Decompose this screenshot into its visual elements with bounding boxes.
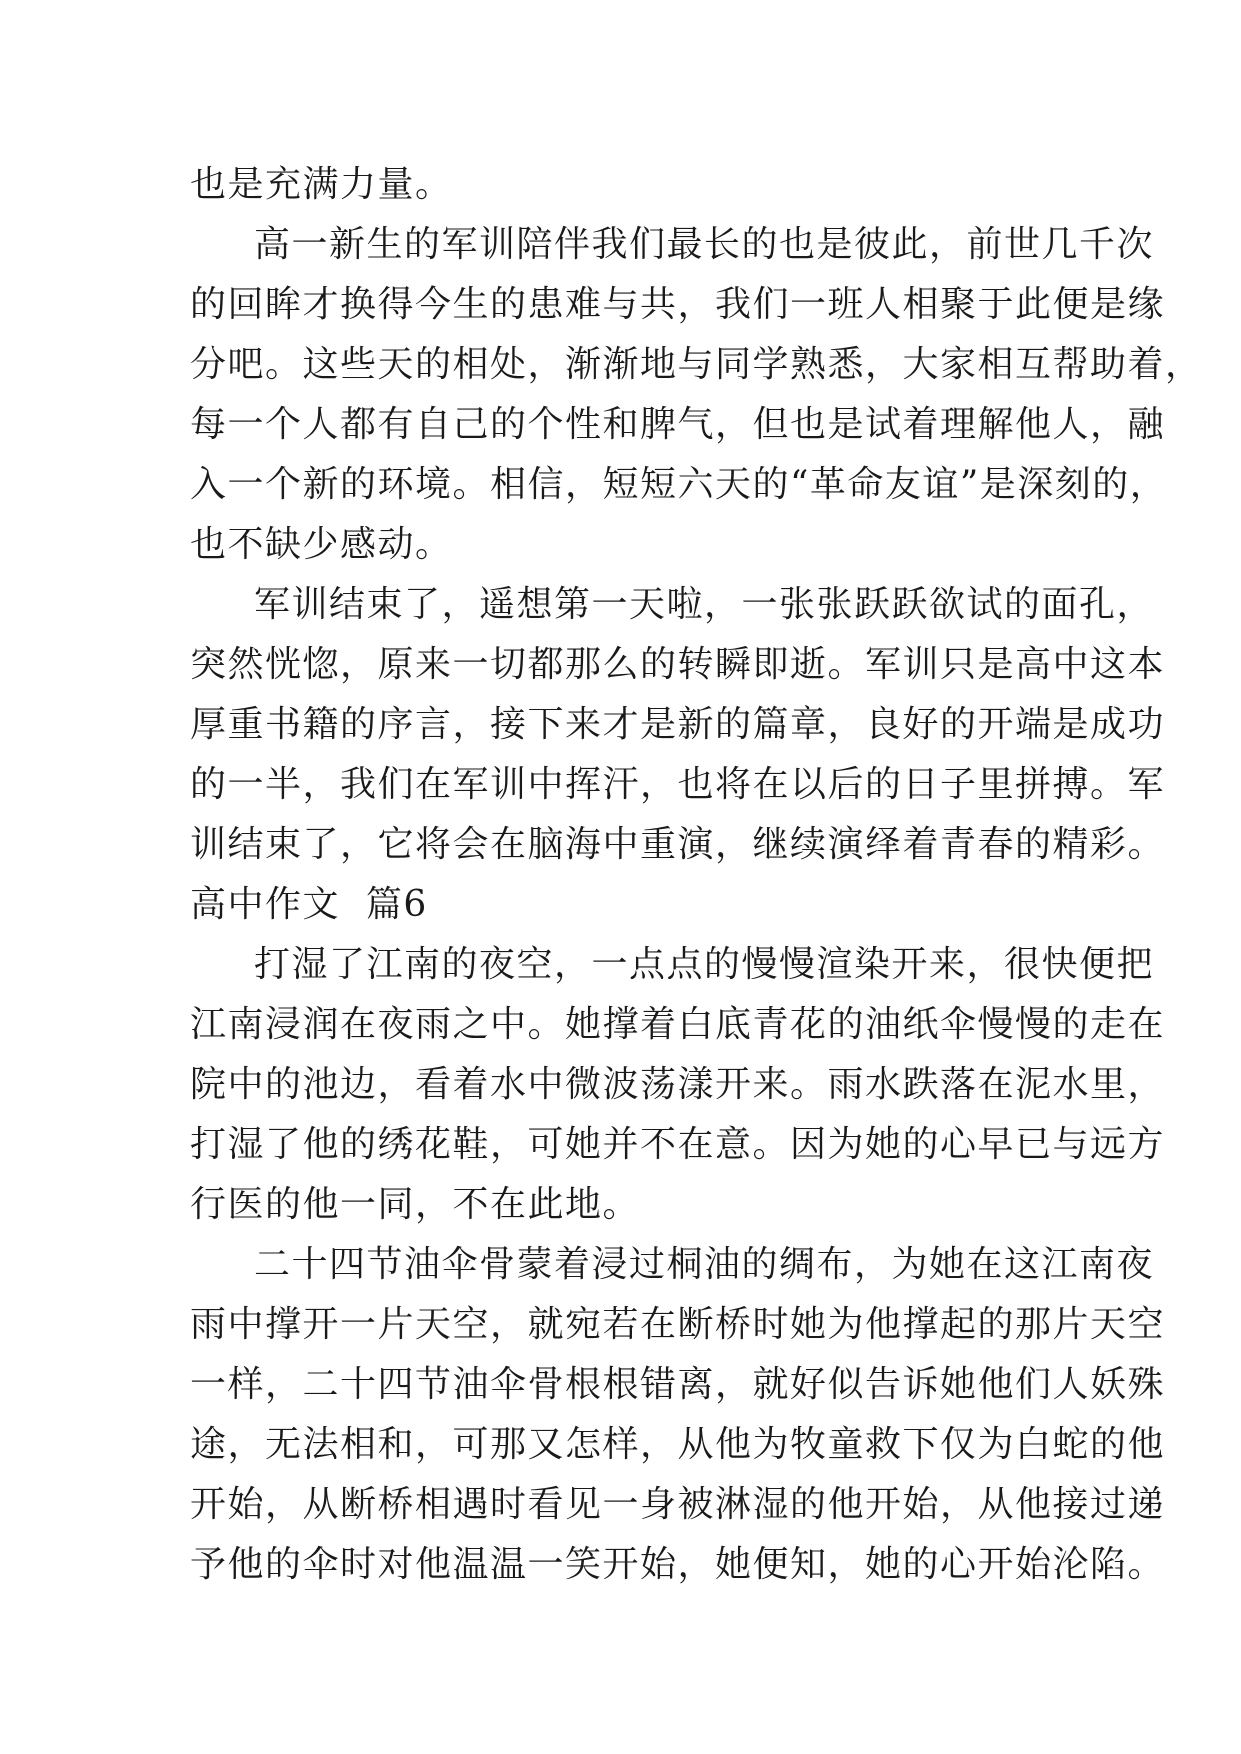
text-line: 分吧。这些天的相处，渐渐地与同学熟悉，大家相互帮助着， (190, 344, 1203, 385)
text-line: 江南浸润在夜雨之中。她撑着白底青花的油纸伞慢慢的走在 (190, 1004, 1166, 1045)
text-line: 途，无法相和，可那又怎样，从他为牧童救下仅为白蛇的他 (190, 1424, 1166, 1465)
text-line: 二十四节油伞骨蒙着浸过桐油的绸布，为她在这江南夜 (254, 1244, 1155, 1285)
text-line: 行医的他一同，不在此地。 (190, 1184, 641, 1225)
text-line: 也是充满力量。 (190, 164, 453, 205)
text-line: 雨中撑开一片天空，就宛若在断桥时她为他撑起的那片天空 (190, 1304, 1166, 1345)
text-line: 训结束了，它将会在脑海中重演，继续演绎着青春的精彩。 (190, 824, 1166, 865)
text-line: 开始，从断桥相遇时看见一身被淋湿的他开始，从他接过递 (190, 1484, 1166, 1525)
text-line: 打湿了他的绣花鞋，可她并不在意。因为她的心早已与远方 (190, 1124, 1166, 1165)
text-line: 的一半，我们在军训中挥汗，也将在以后的日子里拼搏。军 (190, 764, 1166, 805)
text-line: 军训结束了，遥想第一天啦，一张张跃跃欲试的面孔， (254, 584, 1155, 625)
text-line: 一样，二十四节油伞骨根根错离，就好似告诉她他们人妖殊 (190, 1364, 1166, 1405)
text-line: 也不缺少感动。 (190, 524, 453, 565)
document-body (190, 155, 1203, 1595)
section-heading: 高中作文 篇6 (190, 884, 428, 925)
text-line: 入一个新的环境。相信，短短六天的“革命友谊”是深刻的， (190, 464, 1168, 505)
text-line: 每一个人都有自己的个性和脾气，但也是试着理解他人，融 (190, 404, 1166, 445)
text-line: 打湿了江南的夜空，一点点的慢慢渲染开来，很快便把 (254, 944, 1155, 985)
text-line: 高一新生的军训陪伴我们最长的也是彼此，前世几千次 (254, 224, 1155, 265)
text-line: 厚重书籍的序言，接下来才是新的篇章，良好的开端是成功 (190, 704, 1166, 745)
text-line: 突然恍惚，原来一切都那么的转瞬即逝。军训只是高中这本 (190, 644, 1166, 685)
text-line: 的回眸才换得今生的患难与共，我们一班人相聚于此便是缘 (190, 284, 1166, 325)
text-line: 院中的池边，看着水中微波荡漾开来。雨水跌落在泥水里， (190, 1064, 1166, 1105)
text-line: 予他的伞时对他温温一笑开始，她便知，她的心开始沦陷。 (190, 1544, 1166, 1585)
